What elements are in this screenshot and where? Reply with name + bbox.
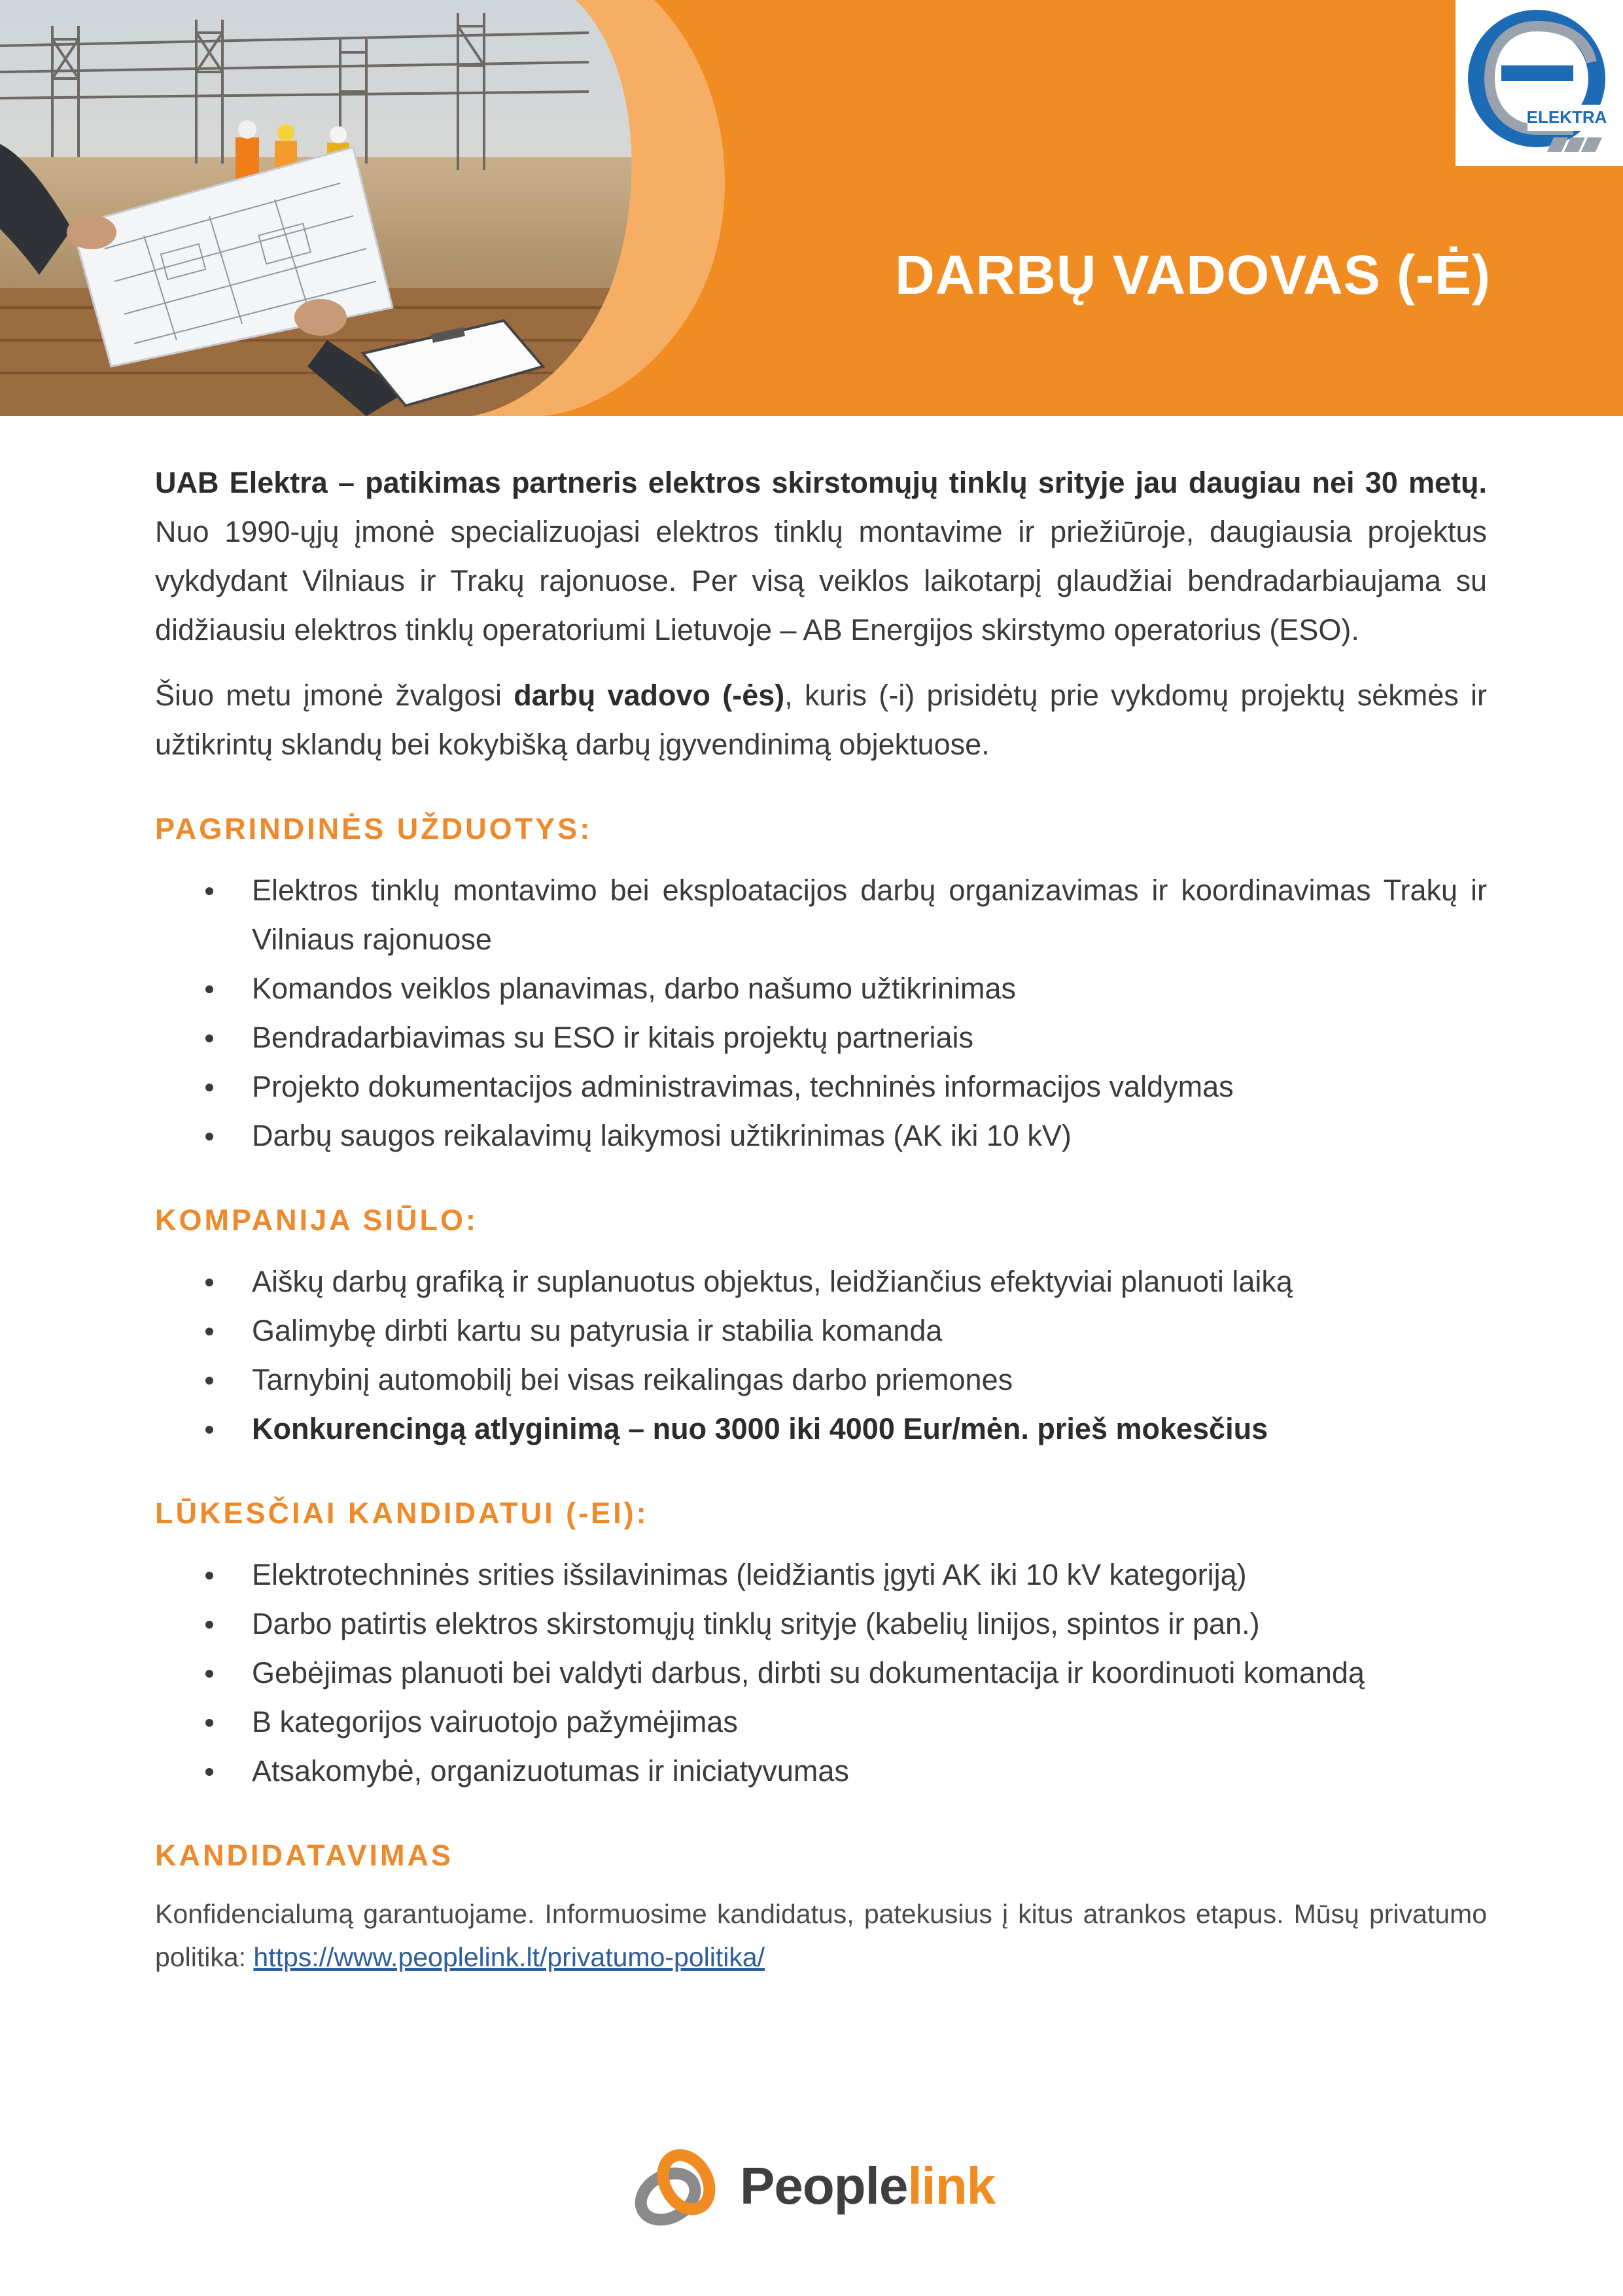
intro-paragraph: [155, 458, 1487, 654]
peoplelink-logo: [622, 2136, 1002, 2241]
construction-site-photo: [0, 0, 811, 416]
seeking-text-after: , kuris (-i) prisidėtų prie vykdomų projektų sėkmės ir užtikrintų sklandų bei kokybišką darbų įgyvendinimą objektuose.: [155, 679, 1488, 761]
offer-list: [155, 1257, 1487, 1453]
privacy-policy-link[interactable]: https://www.peoplelink.lt/privatumo-politika/: [253, 1942, 765, 1972]
expectations-list: [155, 1550, 1487, 1795]
list-item: Projekto dokumentacijos administravimas, techninės informacijos valdymas: [155, 1062, 1487, 1111]
seeking-paragraph: [155, 671, 1487, 769]
list-item: B kategorijos vairuotojo pažymėjimas: [155, 1697, 1487, 1746]
peoplelink-logo-icon: [622, 2136, 733, 2241]
tasks-heading: PAGRINDINĖS UŽDUOTYS:: [155, 812, 593, 845]
list-item: Aiškų darbų grafiką ir suplanuotus objektus, leidžiančius efektyviai planuoti laiką: [155, 1257, 1487, 1306]
list-item: Darbų saugos reikalavimų laikymosi užtikrinimas (AK iki 10 kV): [155, 1111, 1487, 1160]
seeking-bold-text: darbų vadovo (-ės): [514, 679, 785, 712]
application-text: [155, 1892, 1487, 1979]
job-ad-body: [155, 458, 1487, 1979]
list-item: Galimybę dirbti kartu su patyrusia ir stabilia komanda: [155, 1306, 1487, 1355]
salary-list-item: Konkurencingą atlyginimą – nuo 3000 iki 4000 Eur/mėn. prieš mokesčius: [155, 1404, 1487, 1453]
seeking-text-before: Šiuo metu įmonė žvalgosi: [155, 679, 514, 712]
header-banner: [0, 0, 1623, 416]
list-item: Komandos veiklos planavimas, darbo našumo užtikrinimas: [155, 964, 1487, 1013]
intro-text: Nuo 1990-ųjų įmonė specializuojasi elektros tinklų montavime ir priežiūroje, daugiausia projektus vykdydant Vilniaus ir Trakų rajonuose. Per visą veiklos laikotarpį glaudžiai bendradarbiaujama su didžiausiu elektros tinklų operatoriumi Lietuvoje – AB Energijos skirstymo operatorius (ESO).: [155, 515, 1487, 646]
list-item: Darbo patirtis elektros skirstomųjų tinklų srityje (kabelių linijos, spintos ir pan.): [155, 1599, 1487, 1648]
brand-name-part2: link: [907, 2157, 996, 2215]
list-item: Gebėjimas planuoti bei valdyti darbus, dirbti su dokumentacija ir koordinuoti komandą: [155, 1648, 1487, 1697]
elektra-logo-icon: [1456, 0, 1623, 166]
list-item: Bendradarbiavimas su ESO ir kitais projektų partneriais: [155, 1013, 1487, 1062]
elektra-logo-text: ELEKTRA: [1526, 107, 1607, 127]
list-item: Elektros tinklų montavimo bei eksploatacijos darbų organizavimas ir koordinavimas Trakų ir Vilniaus rajonuose: [155, 866, 1487, 964]
list-item: Elektrotechninės srities išsilavinimas (leidžiantis įgyti AK iki 10 kV kategoriją): [155, 1550, 1487, 1599]
list-item: Tarnybinį automobilį bei visas reikalingas darbo priemones: [155, 1355, 1487, 1404]
expectations-heading: LŪKESČIAI KANDIDATUI (-EI):: [155, 1496, 649, 1530]
offer-heading: KOMPANIJA SIŪLO:: [155, 1203, 479, 1237]
brand-name-part1: People: [740, 2157, 908, 2215]
intro-bold-text: UAB Elektra – patikimas partneris elektros skirstomųjų tinklų srityje jau daugiau nei 30 metų.: [155, 466, 1487, 499]
application-heading: KANDIDATAVIMAS: [155, 1839, 453, 1872]
brand-name: [740, 2156, 995, 2216]
job-title: DARBŲ VADOVAS (-Ė): [895, 244, 1491, 306]
list-item: Atsakomybė, organizuotumas ir iniciatyvumas: [155, 1746, 1487, 1795]
tasks-list: [155, 866, 1487, 1160]
privacy-note: Konfidencialumą garantuojame. Informuosime kandidatus, patekusius į kitus atrankos etapus. Mūsų privatumo politika:: [155, 1899, 1487, 1972]
